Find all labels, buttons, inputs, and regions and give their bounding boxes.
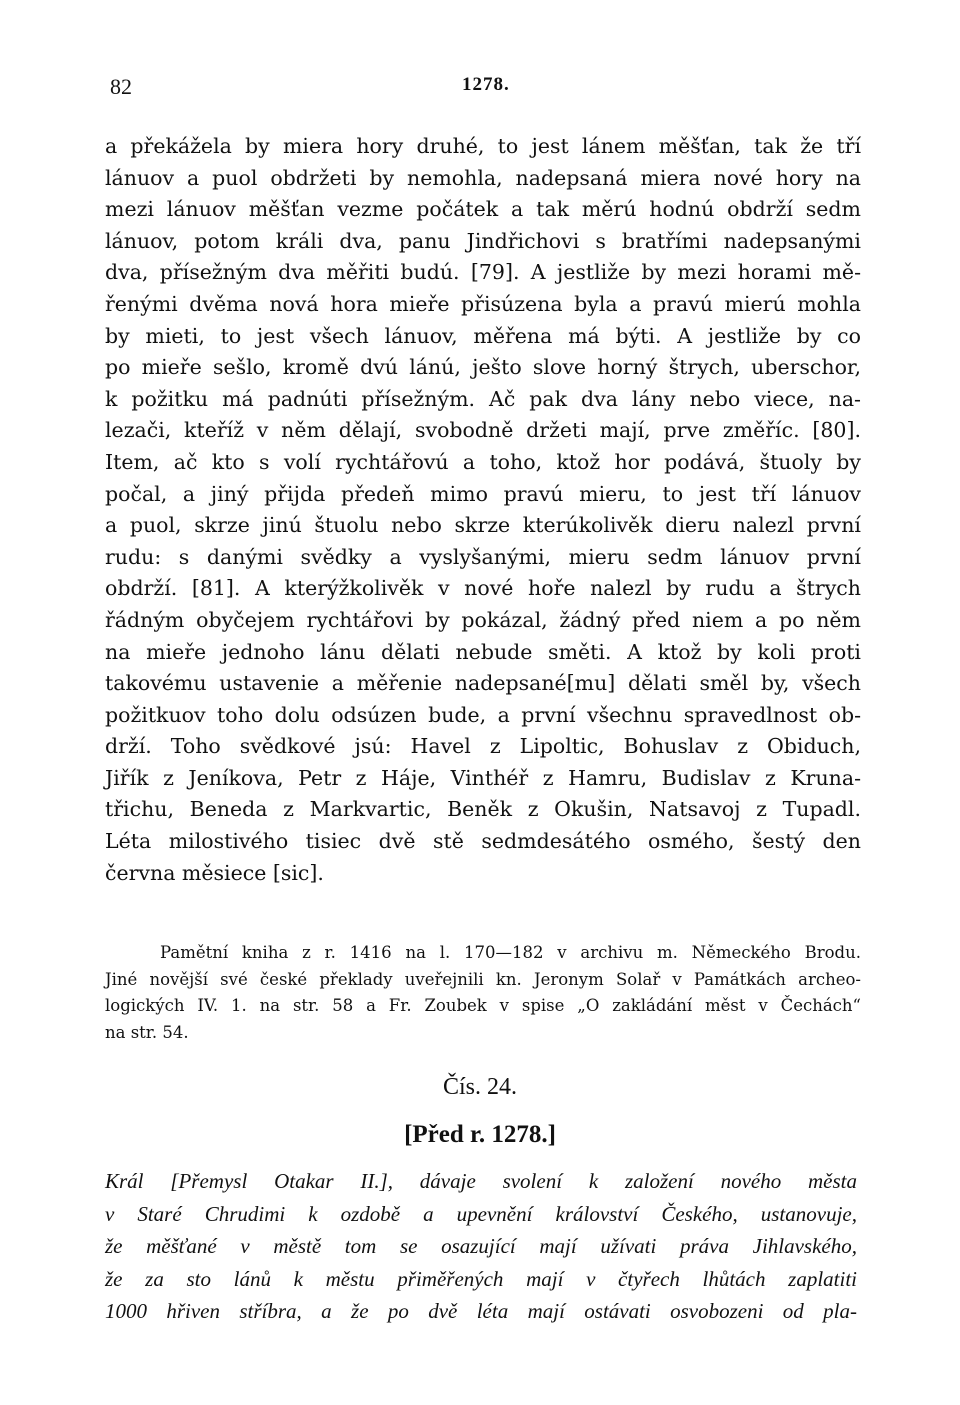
body-line: a puol, skrze jinú štuolu nebo skrze kterúkolivěk dieru nalezl první — [105, 513, 861, 538]
body-line: lezači, kteříž v něm dělají, svobodně držeti mají, prve změříc. [80]. — [105, 418, 861, 443]
body-line: dva, přísežným dva měřiti budú. [79]. A jestliže by mezi horami mě- — [105, 260, 861, 285]
body-line: rudu: s danými svědky a vyslyšanými, mieru sedm lánuov první — [105, 544, 861, 569]
note-line: na str. 54. — [105, 1022, 189, 1042]
page-number: 82 — [110, 74, 132, 99]
body-line: počal, a jiný přijda předeň mimo pravú mieru, to jest tří lánuov — [105, 481, 861, 506]
page-header — [0, 74, 960, 104]
document-date: [Před r. 1278.] — [404, 1121, 556, 1148]
body-line: na mieře jednoho lánu dělati nebude směti. A ktož by koli proti — [105, 639, 861, 664]
running-head-year: 1278. — [462, 74, 510, 95]
body-line: mezi lánuov měšťan vezme počátek a tak měrú hodnú obdrží sedm — [105, 197, 861, 222]
body-line: požitkuov toho dolu odsúzen bude, a první všechnu spravedlnost ob- — [105, 702, 861, 727]
document-summary — [105, 1165, 857, 1328]
summary-line: v Staré Chrudimi k ozdobě a upevnění království Českého, ustanovuje, — [105, 1201, 857, 1226]
body-line: června měsiece [sic]. — [105, 860, 324, 885]
body-line: takovému ustavenie a měřenie nadepsané[mu] dělati směl by, všech — [105, 671, 861, 696]
body-line: řenými dvěma nová hora mieře přisúzena byla a pravú mierú mohla — [105, 291, 861, 316]
source-note — [105, 940, 861, 1046]
note-line: Jiné novější své české překlady uveřejnili kn. Jeronym Solař v Památkách archeo- — [105, 969, 861, 989]
body-line: obdrží. [81]. A kterýžkolivěk v nové hoře nalezl by rudu a štrych — [105, 576, 861, 601]
body-line: třichu, Beneda z Markvartic, Beněk z Okušin, Natsavoj z Tupadl. — [105, 797, 861, 822]
summary-line: že za sto lánů k městu přiměřených mají v čtyřech lhůtách zaplatiti — [105, 1266, 857, 1291]
body-line: řádným obyčejem rychtářovi by pokázal, žádný před niem a po něm — [105, 607, 861, 632]
body-line: lánuov, potom králi dva, panu Jindřichovi s bratřími nadepsanými — [105, 228, 861, 253]
body-line: by mieti, to jest všech lánuov, měřena má býti. A jestliže by co — [105, 323, 861, 348]
summary-line: Král [Přemysl Otakar II.], dávaje svolení k založení nového města — [105, 1169, 857, 1193]
note-line: logických IV. 1. na str. 58 a Fr. Zoubek v spise „O zakládání měst v Čechách“ — [105, 996, 861, 1015]
body-line: drží. Toho svědkové jsú: Havel z Lipoltic, Bohuslav z Obiduch, — [105, 734, 861, 759]
note-line: Pamětní kniha z r. 1416 na l. 170—182 v archivu m. Německého Brodu. — [160, 943, 861, 962]
summary-line: že měšťané v městě tom se osazující mají užívati práva Jihlavského, — [105, 1234, 857, 1258]
charter-body-text — [105, 131, 861, 889]
body-line: Jiřík z Jeníkova, Petr z Háje, Vinthéř z Hamru, Budislav z Kruna- — [105, 765, 861, 790]
body-line: lánuov a puol obdržeti by nemohla, nadepsaná miera nové hory na — [105, 165, 861, 190]
body-line: Léta milostivého tisiec dvě stě sedmdesátého osmého, šestý den — [105, 829, 861, 854]
summary-line: 1000 hřiven stříbra, a že po dvě léta mají ostávati osvobozeni od pla- — [105, 1299, 857, 1323]
document-number: Čís. 24. — [442, 1074, 517, 1100]
body-line: a překážela by miera hory druhé, to jest lánem měšťan, tak že tří — [105, 134, 861, 158]
body-line: Item, ač kto s volí rychtářovú a toho, ktož hor podává, štuoly by — [105, 449, 861, 474]
body-line: po mieře sešlo, kromě dvú lánú, ješto slove horný štrych, uberschor, — [105, 355, 861, 380]
body-line: k požitku má padnúti přísežným. Ač pak dva lány nebo viece, na- — [105, 386, 861, 411]
